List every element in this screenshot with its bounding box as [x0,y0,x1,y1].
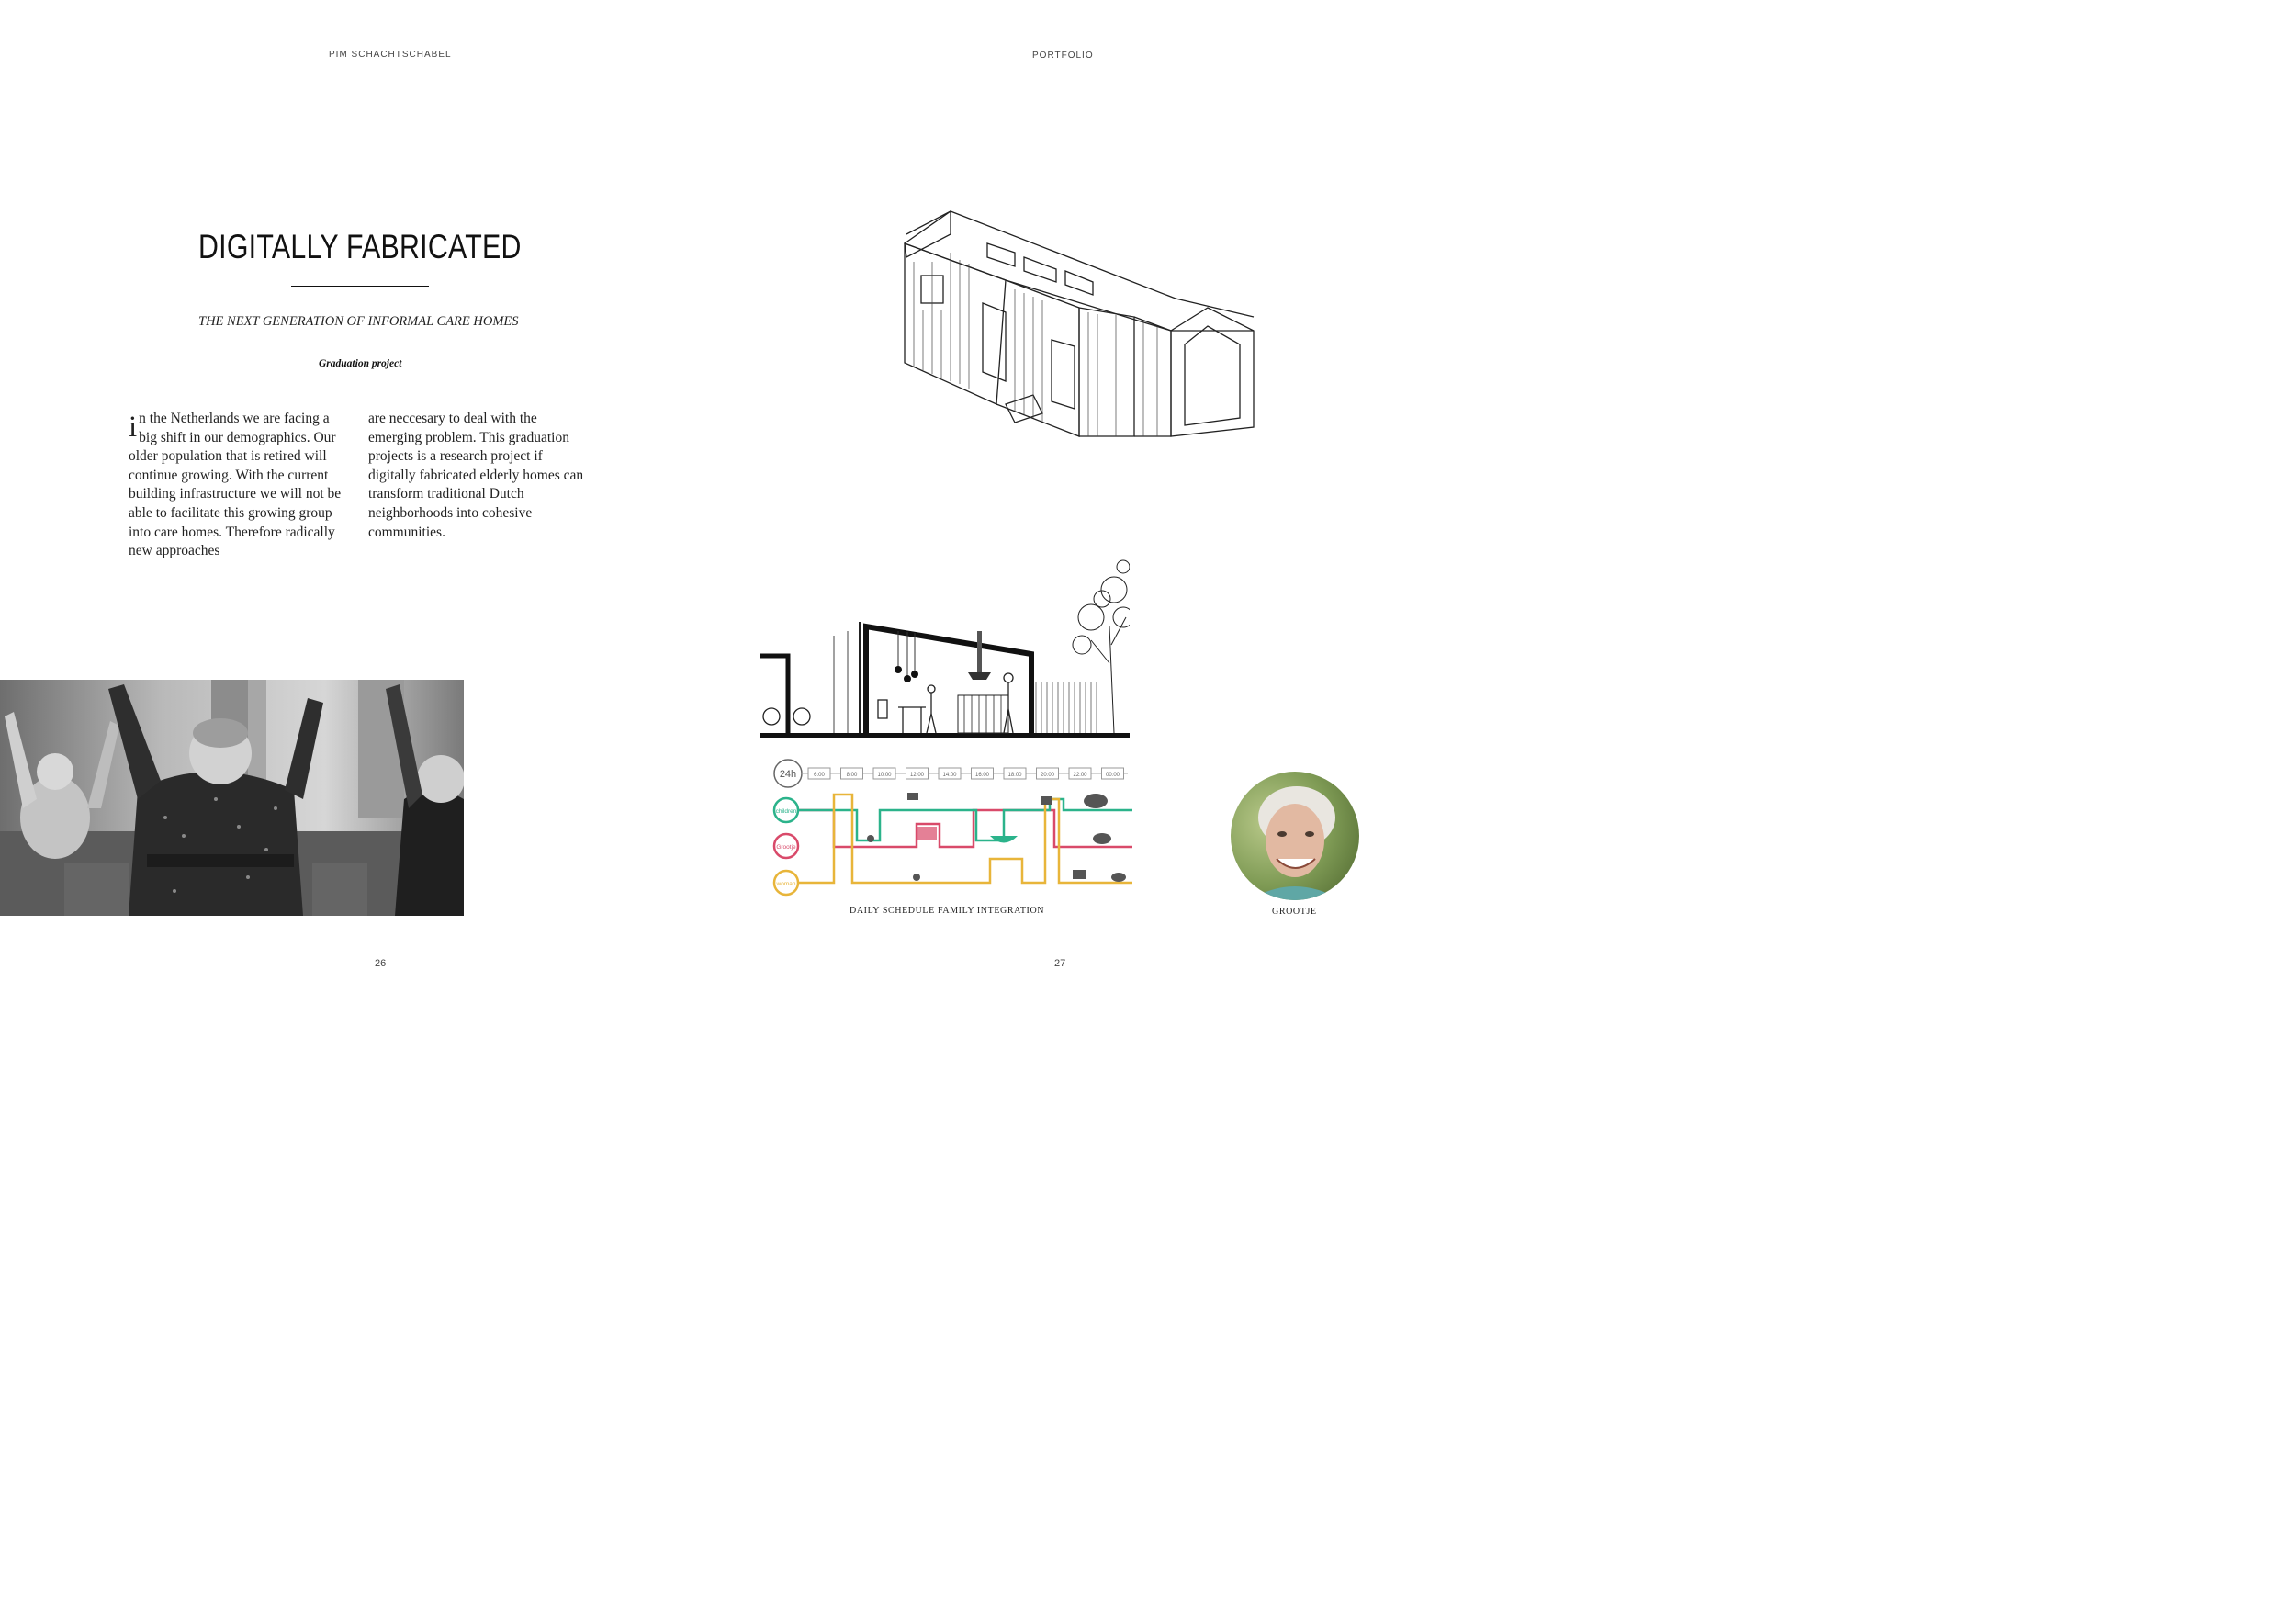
time-label: 22:00 [1073,773,1087,778]
article-title: DIGITALLY FABRICATED [198,228,522,265]
house-section-drawing [760,553,1130,739]
schedule-24h-label: 24h [779,769,797,780]
time-label: 8:00 [846,773,858,778]
elderly-exercise-photo [0,680,464,916]
time-label: 00:00 [1105,773,1120,778]
time-label: 18:00 [1007,773,1022,778]
time-label: 6:00 [814,773,825,778]
daily-schedule-diagram [760,749,1132,905]
title-rule [291,286,429,287]
body-column-1 [129,410,349,561]
time-label: 12:00 [909,773,925,778]
row-label-woman: woman [776,881,796,887]
time-label: 16:00 [974,773,990,778]
row-label-children: children [775,808,797,815]
time-label: 14:00 [942,773,957,778]
time-label: 20:00 [1040,773,1055,778]
row-label-grootje: Grootje [776,844,796,851]
caption-grootje: GROOTJE [1272,907,1317,917]
grandmother-portrait [1231,772,1359,900]
running-head-author: PIM SCHACHTSCHABEL [329,50,452,60]
caption-daily-schedule: DAILY SCHEDULE FAMILY INTEGRATION [850,906,1045,916]
project-tag: Graduation project [319,358,402,369]
page-number-left: 26 [375,958,387,969]
article-subtitle: THE NEXT GENERATION OF INFORMAL CARE HOMES [198,314,519,329]
time-label: 10:00 [877,773,892,778]
body-text-1: n the Netherlands we are facing a big shift in our demographics. Our older population that is retired will continue growing. With the current building infrastructure we will not be able to facilitate this growing group into care homes. Therefore radically new approaches [129,411,342,559]
running-head-section: PORTFOLIO [1032,51,1094,61]
drop-cap: i [129,411,138,444]
body-column-2: are neccesary to deal with the emerging problem. This graduation projects is a research project if digitally fabricated elderly homes can transform traditional Dutch neighborhoods into cohesive communities. [368,411,584,540]
page-number-right: 27 [1054,958,1066,969]
house-frame-axonometric-drawing [895,207,1263,441]
